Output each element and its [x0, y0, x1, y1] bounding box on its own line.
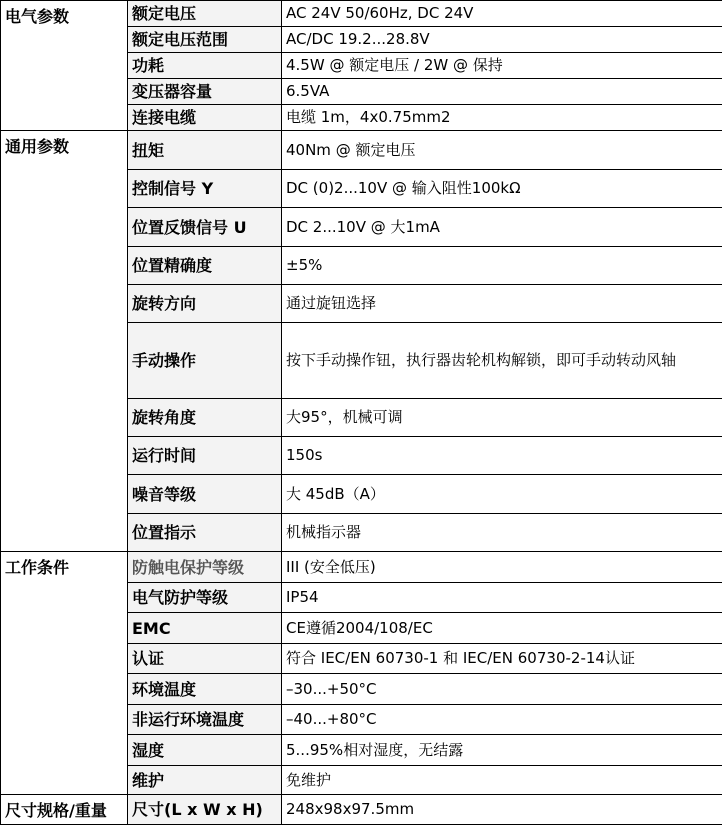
row-label: 旋转方向 [128, 285, 282, 323]
section-title-conditions: 工作条件 [1, 552, 128, 795]
row-label: 环境温度 [128, 674, 282, 705]
row-label: 旋转角度 [128, 399, 282, 437]
row-value: 大95°，机械可调 [282, 399, 722, 437]
row-value: 5...95%相对湿度，无结露 [282, 735, 722, 766]
row-value: AC 24V 50/60Hz, DC 24V [282, 1, 722, 27]
row-label: 认证 [128, 644, 282, 674]
row-label: 扭矩 [128, 131, 282, 170]
table-row [1, 131, 722, 170]
row-value: 按下手动操作钮，执行器齿轮机构解锁，即可手动转动风轴 [282, 323, 722, 399]
row-label: 位置指示 [128, 514, 282, 552]
section-title-general: 通用参数 [1, 131, 128, 552]
row-value: 电缆 1m，4x0.75mm2 [282, 105, 722, 131]
row-label: 手动操作 [128, 323, 282, 399]
row-value: DC 2...10V @ 大1mA [282, 208, 722, 247]
row-value: 通过旋钮选择 [282, 285, 722, 323]
row-label: 噪音等级 [128, 475, 282, 514]
row-value: 40Nm @ 额定电压 [282, 131, 722, 170]
row-value: 大 45dB（A） [282, 475, 722, 514]
row-label: 维护 [128, 766, 282, 795]
section-title-electrical: 电气参数 [1, 1, 128, 131]
row-label: 防触电保护等级 [128, 552, 282, 583]
row-label: EMC [128, 613, 282, 644]
row-value: 免维护 [282, 766, 722, 795]
table-row [1, 552, 722, 583]
section-title-dimensions: 尺寸规格/重量 [1, 795, 128, 825]
row-label: 运行时间 [128, 437, 282, 475]
row-value: DC (0)2...10V @ 输入阻性100kΩ [282, 170, 722, 208]
row-value: 248x98x97.5mm [282, 795, 722, 825]
row-value: –30...+50°C [282, 674, 722, 705]
row-value: –40...+80°C [282, 705, 722, 735]
row-label: 非运行环境温度 [128, 705, 282, 735]
row-label: 电气防护等级 [128, 583, 282, 613]
row-value: ±5% [282, 247, 722, 285]
row-label: 位置精确度 [128, 247, 282, 285]
row-label: 额定电压范围 [128, 27, 282, 53]
row-label: 连接电缆 [128, 105, 282, 131]
row-value: 4.5W @ 额定电压 / 2W @ 保持 [282, 53, 722, 79]
row-label: 湿度 [128, 735, 282, 766]
row-value: 机械指示器 [282, 514, 722, 552]
row-label: 变压器容量 [128, 79, 282, 105]
row-label: 功耗 [128, 53, 282, 79]
table-row [1, 795, 722, 825]
row-label: 位置反馈信号 U [128, 208, 282, 247]
row-label: 控制信号 Y [128, 170, 282, 208]
table-row [1, 1, 722, 27]
row-value: AC/DC 19.2...28.8V [282, 27, 722, 53]
row-value: IP54 [282, 583, 722, 613]
row-value: 150s [282, 437, 722, 475]
row-value: 符合 IEC/EN 60730-1 和 IEC/EN 60730-2-14认证 [282, 644, 722, 674]
row-label: 尺寸(L x W x H) [128, 795, 282, 825]
row-label: 额定电压 [128, 1, 282, 27]
row-value: 6.5VA [282, 79, 722, 105]
row-value: III (安全低压) [282, 552, 722, 583]
row-value: CE遵循2004/108/EC [282, 613, 722, 644]
